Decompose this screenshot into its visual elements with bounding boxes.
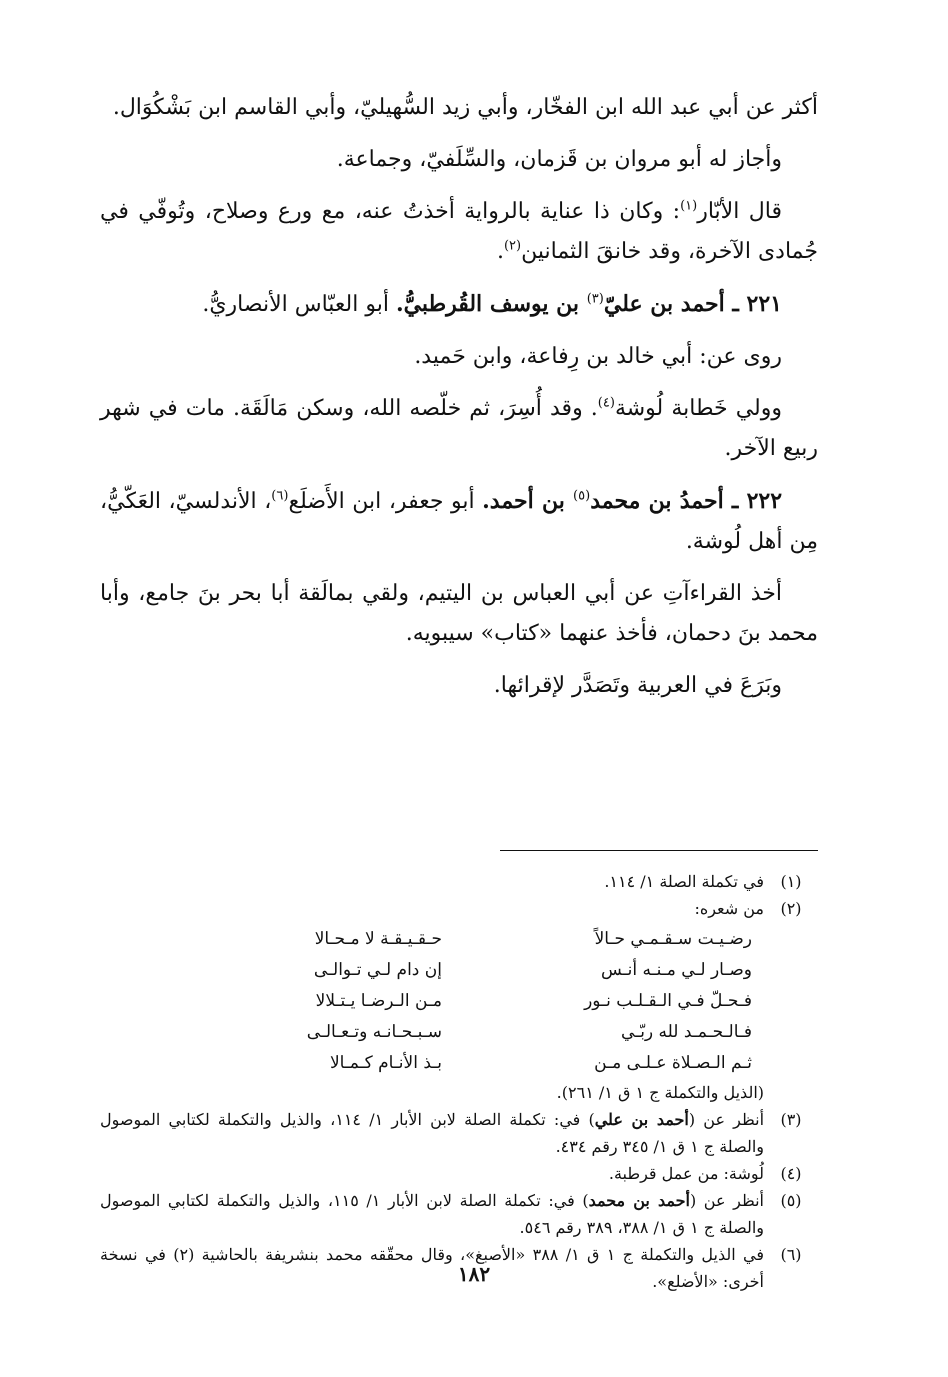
paragraph-6-text-a: وولي خَطابة لُوشة (614, 396, 782, 421)
entry-221 (100, 284, 818, 325)
footnote-text (100, 1106, 764, 1160)
poem (100, 924, 818, 1079)
entry-222-heading-a: ٢٢٢ ـ أحمدُ بن محمد (590, 488, 783, 514)
footnote-number: (٦) (780, 1245, 802, 1264)
paragraph-2: وأجاز له أبو مروان بن قَزمان، والسِّلَفيّ، وجماعة. (336, 147, 782, 172)
poem-hemistich-first: ثـم الـصـلاة عـلـى مـن (594, 1053, 752, 1073)
paragraph-6 (100, 389, 818, 469)
poem-hemistich-first: وصـار لـي مـنـه أنـس (601, 960, 752, 980)
paragraph-5: روى عن: أبي خالد بن رِفاعة، وابن حَميد. (414, 344, 782, 369)
poem-hemistich-first: فـالـحـمـد لله ربّـي (621, 1022, 752, 1042)
footnote-number: (٣) (780, 1110, 802, 1129)
footnote-text: في تكملة الصلة ١/ ١١٤. (604, 872, 764, 891)
poem-hemistich-second: سـبـحـانـه وتـعـالـى (306, 1022, 442, 1042)
footnote-5-bold-name: أحمد بن محمد (588, 1191, 690, 1210)
footnote-separator (500, 850, 818, 851)
footnote-ref-3[interactable]: (٣) (586, 291, 604, 307)
paragraph-3 (100, 192, 818, 272)
footnotes (100, 868, 818, 1295)
paragraph-9: وبَرَعَ في العربية وتَصَدَّر لإقرائها. (493, 673, 782, 698)
footnote-ref-5[interactable]: (٥) (573, 488, 591, 504)
poem-source: (الذيل والتكملة ج ١ ق ١/ ٢٦١). (556, 1083, 764, 1102)
footnote-number: (٥) (780, 1191, 802, 1210)
poem-verse (100, 1017, 764, 1048)
paragraph-1: أكثر عن أبي عبد الله ابن الفخّار، وأبي زيد السُّهيليّ، وأبي القاسم ابن بَشْكُوَال. (112, 95, 818, 120)
footnote-number: (٤) (780, 1164, 802, 1183)
entry-221-tail: أبو العبّاس الأنصاريُّ. (202, 292, 396, 317)
poem-verse (100, 986, 764, 1017)
paragraph-3-text-c: . (496, 239, 504, 264)
footnote-ref-2[interactable]: (٢) (503, 238, 522, 254)
footnote-4 (100, 1160, 818, 1187)
entry-222-heading-b: بن أحمد. (482, 488, 574, 514)
footnote-1 (100, 868, 818, 895)
poem-hemistich-first: فـحـلّ فـي الـقـلـب نـور (584, 991, 752, 1011)
page-number: ١٨٢ (457, 1262, 491, 1286)
main-text (100, 88, 818, 706)
poem-verse (100, 924, 764, 955)
poem-hemistich-second: بـذ الأنـام كـمـالا (329, 1053, 442, 1073)
poem-hemistich-second: حـقـيـقـة لا مـحـالا (314, 929, 442, 949)
entry-222-tail-b: ، الأندلسيّ، العَكّيُّ، مِن أهل لُوشة. (100, 489, 818, 554)
footnote-3 (100, 1106, 818, 1160)
paragraph-3-text-a: قال الأبّار (697, 199, 782, 224)
footnote-5 (100, 1187, 818, 1241)
poem-hemistich-second: مـن الـرضـا يـتـلالا (315, 991, 442, 1011)
entry-222 (100, 481, 818, 562)
entry-221-heading-a: ٢٢١ ـ أحمد بن عليّ (603, 291, 782, 317)
footnote-text (100, 1187, 764, 1241)
footnote-2 (100, 895, 818, 922)
footnote-number: (١) (780, 872, 802, 891)
footnote-number: (٢) (780, 899, 802, 918)
footnote-ref-1[interactable]: (١) (680, 198, 698, 214)
paragraph-8: أخذ القراءآتِ عن أبي العباس بن اليتيم، ولقي بمالَقة أبا بحر بنَ جامع، وأبا محمد بنَ دحمان، فأخذ عنهما «كتاب» سيبويه. (100, 581, 818, 646)
footnote-5-text-b: ) في: تكملة الصلة لابن الأبار ١/ ١١٥، والذيل والتكملة لكتابي الموصول والصلة ج ١ ق ١/ ٣٨٨، ٣٨٩ رقم ٥٤٦. (100, 1191, 764, 1237)
footnote-3-text-a: أنظر عن ( (688, 1110, 765, 1129)
footnote-text: في الذيل والتكملة ج ١ ق ١/ ٣٨٨ «الأصبغ»، وقال محقّقه محمد بنشريفة بالحاشية (٢) في نسخة أخرى: «الأضلع». (100, 1245, 765, 1291)
footnote-text: لُوشة: من عمل قرطبة. (608, 1164, 764, 1183)
paragraph-6-text-b: . وقد أُسِرَ، ثم خلّصه الله، وسكن مَالَقَة. مات في شهر ربيع الآخر. (100, 396, 818, 461)
poem-hemistich-second: إن دام لـي تـوالـى (313, 960, 442, 980)
footnote-5-text-a: أنظر عن ( (689, 1191, 765, 1210)
entry-222-tail-a: أبو جعفر، ابن الأَضلَع (288, 489, 483, 514)
footnote-3-bold-name: أحمد بن علي (594, 1110, 689, 1129)
poem-verse (100, 955, 764, 986)
poem-verse (100, 1048, 764, 1079)
paragraph-3-text-b: : وكان ذا عناية بالرواية أخذتُ عنه، مع ورع وصلاح، وتُوفّي في جُمادى الآخرة، وقد خانقَ الثمانين (100, 199, 818, 264)
footnote-3-text-b: ) في: تكملة الصلة لابن الأبار ١/ ١١٤، والذيل والتكملة لكتابي الموصول والصلة ج ١ ق ١/ ٣٤٥ رقم ٤٣٤. (100, 1110, 764, 1156)
footnote-ref-4[interactable]: (٤) (597, 395, 615, 411)
entry-221-heading-b: بن يوسف القُرطبيُّ. (395, 291, 587, 317)
footnote-text: من شعره: (694, 899, 764, 918)
footnote-ref-6[interactable]: (٦) (271, 488, 289, 504)
poem-hemistich-first: رضـيـت سـقـمـي حـالاً (594, 929, 752, 949)
